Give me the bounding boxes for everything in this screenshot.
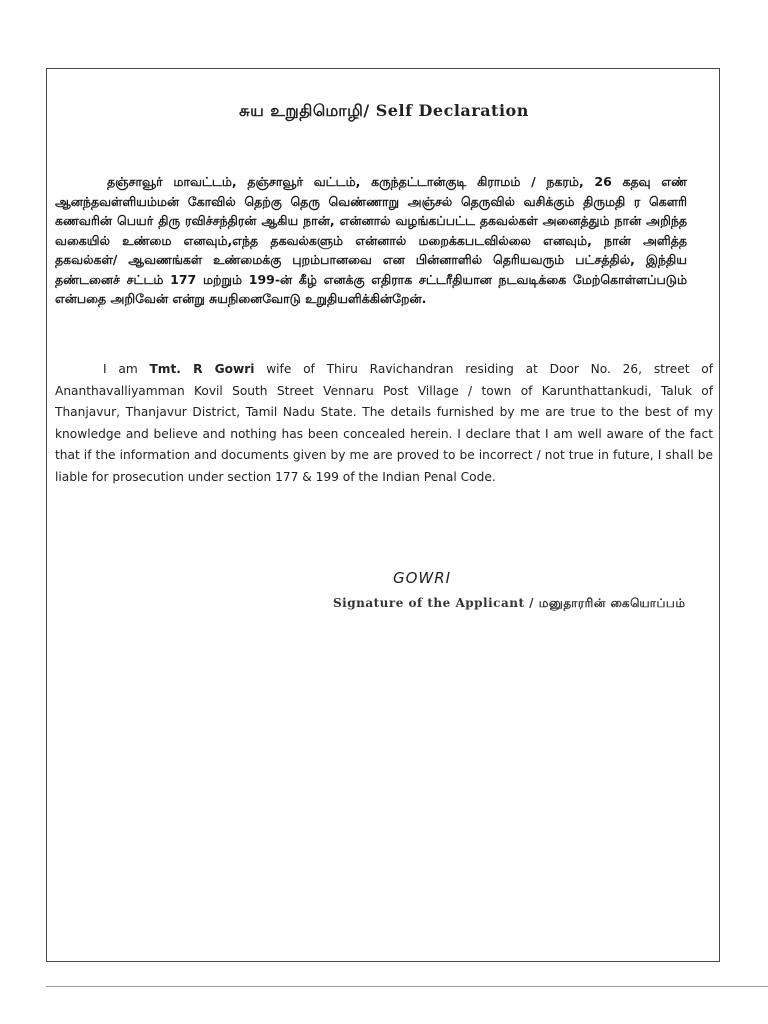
document-page — [46, 68, 720, 962]
english-paragraph-prefix: I am — [103, 362, 150, 376]
document-title: சுய உறுதிமொழி/ Self Declaration — [239, 101, 529, 120]
applicant-name: Tmt. R Gowri — [149, 362, 255, 376]
english-declaration-paragraph — [55, 359, 713, 488]
applicant-signature: GOWRI — [393, 569, 452, 587]
tamil-declaration-paragraph: தஞ்சாவூர் மாவட்டம், தஞ்சாவூர் வட்டம், கருந்தட்டான்குடி கிராமம் / நகரம், 26 கதவு எண் ஆனந்தவள்ளியம்மன் கோவில் தெற்கு தெரு வெண்ணாறு அஞ்சல் தெருவில் வசிக்கும் திருமதி ர கௌரி கணவரின் பெயர் திரு ரவிச்சந்திரன் ஆகிய நான், என்னால் வழங்கப்பட்ட தகவல்கள் அனைத்தும் நான் அறிந்த வகையில் உண்மை எனவும்,எந்த தகவல்களும் என்னால் மறைக்கபடவில்லை எனவும், நான் அளித்த தகவல்கள்/ ஆவணங்கள் உண்மைக்கு புறம்பானவை என பின்னாளில் தெரியவரும் பட்சத்தில், இந்திய தண்டனைச் சட்டம் 177 மற்றும் 199-ன் கீழ் எனக்கு எதிராக சட்டரீதியான நடவடிக்கை மேற்கொள்ளப்படும் என்பதை அறிவேன் என்று சுயநினைவோடு உறுதியளிக்கின்றேன். — [55, 174, 687, 306]
english-paragraph-body: wife of Thiru Ravichandran residing at Door No. 26, street of Ananthavalliyamman Kovil South Street Vennaru Post Village / town of Karunthattankudi, Taluk of Thanjavur, Thanjavur District, Tamil Nadu State. The details furnished by me are true to the best of my knowledge and believe and nothing has been concealed herein. I declare that I am well aware of the fact that if the information and documents given by me are proved to be incorrect / not true in future, I shall be liable for prosecution under section 177 & 199 of the Indian Penal Code. — [55, 362, 713, 484]
signature-label: Signature of the Applicant / மனுதாரரின் கையொப்பம் — [333, 596, 686, 610]
bottom-divider — [46, 986, 768, 987]
